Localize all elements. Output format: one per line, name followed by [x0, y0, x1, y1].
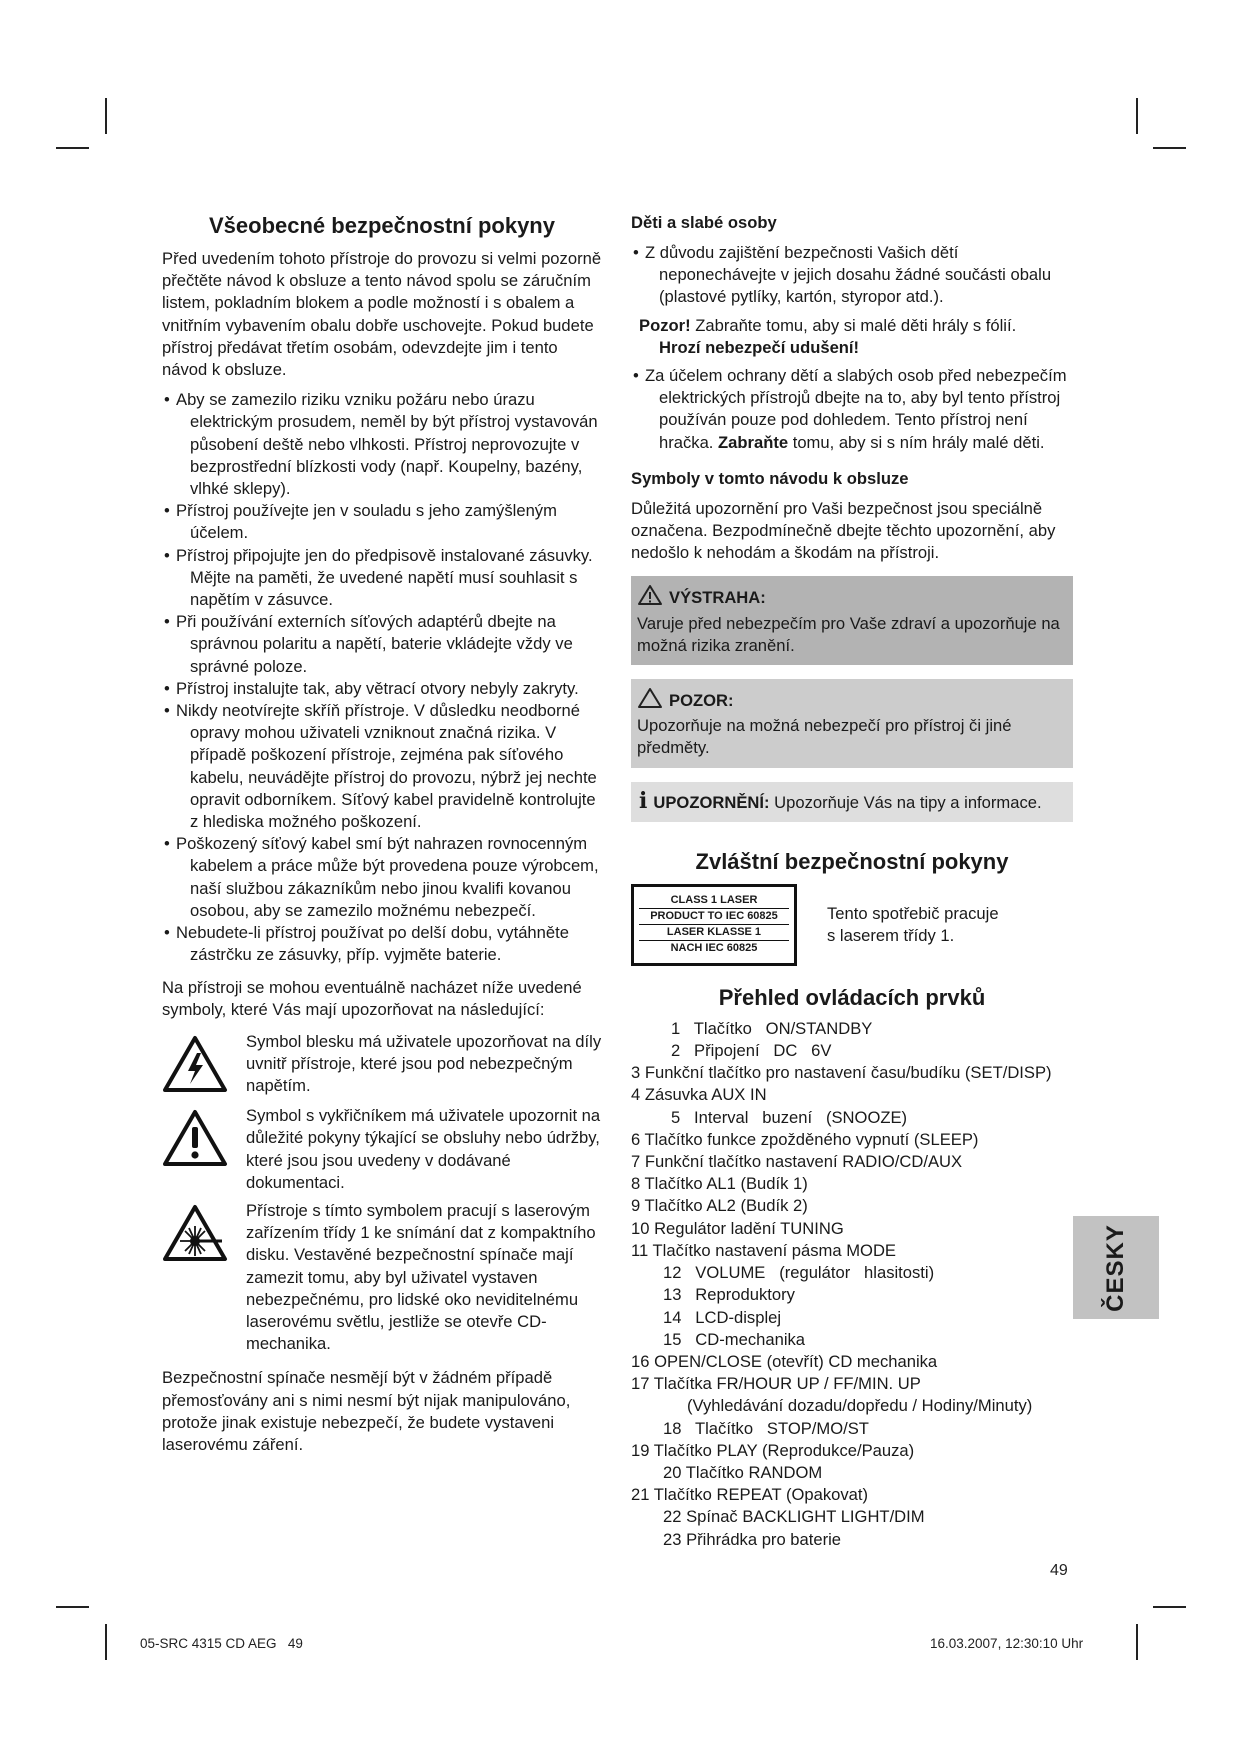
- list-item: • Nebudete-li přístroj používat po delší dobu, vytáhněte zástrčku ze zásuvky, příp. vyjměte baterie.: [162, 922, 602, 966]
- controls-list: [631, 1018, 1073, 1551]
- note-text: Upozorňuje Vás na tipy a informace.: [769, 792, 1042, 812]
- list-item: 16 OPEN/CLOSE (otevřít) CD mechanika: [631, 1351, 938, 1371]
- exclamation-warning-icon: [162, 1109, 232, 1173]
- crop-mark: [56, 1606, 89, 1608]
- pozor-title-row: [637, 687, 1067, 715]
- symbol-row-lightning: [162, 1031, 602, 1099]
- intro-paragraph: Před uvedením tohoto přístroje do provozu si velmi pozorně přečtěte návod k obsluze a tento návod spolu se záručním listem, pokladním blokem a podle možností i s obalem a vnitřním vybavením obalu dobře uschovejte. Pokud budete přístroj předávat třetím osobám, odevzdejte jim i tento návod k obsluze.: [162, 249, 602, 380]
- laser-label-line: CLASS 1 LASER: [639, 893, 789, 909]
- list-item: 20 Tlačítko RANDOM: [663, 1462, 823, 1482]
- safety-bullet-list: [162, 389, 602, 966]
- special-safety-heading: Zvláštní bezpečnostní pokyny: [695, 848, 1009, 874]
- list-item: 1 Tlačítko ON/STANDBY: [671, 1018, 873, 1038]
- list-item: 12 VOLUME (regulátor hlasitosti): [663, 1263, 935, 1283]
- laser-warning-icon: [162, 1204, 232, 1268]
- language-tab-label: ČESKY: [1102, 1223, 1129, 1312]
- symbol-text: Symbol blesku má uživatele upozorňovat na díly uvnitř přístroje, které jsou pod nebezpečným napětím.: [246, 1031, 602, 1096]
- right-column: [631, 212, 1073, 1551]
- crop-mark: [1136, 1624, 1138, 1660]
- symbol-text: Symbol s vykřičníkem má uživatele upozornit na důležité pokyny týkající se obsluhy nebo údržby, které jsou jsou uvedeny v dodávané dokumentaci.: [246, 1106, 601, 1192]
- caution-triangle-icon: [637, 687, 663, 715]
- crop-mark: [1136, 98, 1138, 134]
- list-item: 15 CD-mechanika: [663, 1329, 806, 1349]
- list-item: 2 Připojení DC 6V: [671, 1041, 832, 1061]
- symbols-intro: Na přístroji se mohou eventuálně nacházet níže uvedené symboly, které Vás mají upozorňovat na následující:: [162, 977, 582, 1019]
- children-list: [631, 242, 1073, 309]
- pozor-text: Upozorňuje na možná nebezpečí pro přístroj či jiné předměty.: [637, 716, 1012, 758]
- note-box: [631, 782, 1073, 822]
- lightning-warning-icon: [162, 1035, 232, 1099]
- page-number: 49: [1050, 1562, 1068, 1579]
- bullet-bold: Zabraňte: [718, 432, 789, 452]
- caution-note: [631, 315, 1073, 359]
- laser-section: [631, 884, 1073, 966]
- list-item: 5 Interval buzení (SNOOZE): [671, 1107, 908, 1127]
- symbol-row-exclamation: [162, 1105, 602, 1194]
- list-item: • Aby se zamezilo riziku vzniku požáru nebo úrazu elektrickým prosudem, neměl by být přístroj vystavován působení deště nebo vlhkosti. Přístroj neprovozujte v bezprostřední blízkosti vody (např. Koupelny, bazény, vlhké sklepy).: [162, 389, 602, 500]
- bullet-text: Za účelem ochrany dětí a slabých osob před nebezpečím elektrických přístrojů dbejte na to, aby byl tento přístroj používán pouze pod dohledem. Tento přístroj není hračka.: [645, 366, 1067, 452]
- list-item: 18 Tlačítko STOP/MO/ST: [663, 1418, 869, 1438]
- symbol-row-laser: [162, 1200, 602, 1355]
- language-tab: [1073, 1216, 1159, 1319]
- warning-text: Varuje před nebezpečím pro Vaše zdraví a upozorňuje na možná rizika zranění.: [637, 613, 1060, 655]
- list-item: 6 Tlačítko funkce zpožděného vypnutí (SLEEP): [631, 1129, 979, 1149]
- closing-paragraph: Bezpečnostní spínače nesmějí být v žádném případě přemosťovány ani s nimi nesmí být nijak manipulováno, protože jinak existuje nebezpečí, že budete vystaveni laserovému záření.: [162, 1368, 571, 1454]
- caution-bold: Hrozí nebezpečí udušení!: [659, 337, 860, 357]
- list-item: • Přístroj instalujte tak, aby větrací otvory nebyly zakryty.: [162, 678, 602, 700]
- list-item: • Přístroj používejte jen v souladu s jeho zamýšleným účelem.: [162, 500, 602, 544]
- list-item: 21 Tlačítko REPEAT (Opakovat): [631, 1485, 869, 1505]
- laser-label-line: PRODUCT TO IEC 60825: [639, 909, 789, 925]
- list-item: 9 Tlačítko AL2 (Budík 2): [631, 1196, 808, 1216]
- children-heading: Děti a slabé osoby: [631, 213, 777, 232]
- warning-box: [631, 576, 1073, 665]
- list-item: • Nikdy neotvírejte skříň přístroje. V důsledku neodborné opravy mohou uživateli vzniknout značná rizika. V případě poškození přístroje, zejména pak síťového kabelu, neuvádějte přístroj do provozu, nýbrž jej nechte opravit odborníkem. Síťový kabel pravidelně kontrolujte z hlediska možného poškození.: [162, 700, 602, 833]
- list-item: 14 LCD-displej: [663, 1307, 782, 1327]
- crop-mark: [56, 147, 89, 149]
- list-item: 8 Tlačítko AL1 (Budík 1): [631, 1174, 808, 1194]
- list-item: 17 Tlačítka FR/HOUR UP / FF/MIN. UP: [631, 1374, 921, 1394]
- list-item: [631, 365, 1073, 454]
- list-item: 3 Funkční tlačítko pro nastavení času/budíku (SET/DISP): [631, 1063, 1052, 1083]
- symbol-text: Přístroje s tímto symbolem pracují s laserovým zařízením třídy 1 ke snímání dat z kompaktního disku. Vestavěné bezpečnostní spínače mají zamezit tomu, aby byl uživatel vystaven nebezpečnému, pro lidské oko neviditelnému laserovému světlu, jestliže se otevře CD-mechanika.: [246, 1200, 596, 1354]
- pozor-box: [631, 679, 1073, 768]
- caution-text: Zabraňte tomu, aby si malé děti hrály s fólií.: [690, 315, 1017, 335]
- list-item: 23 Přihrádka pro baterie: [663, 1529, 842, 1549]
- list-item: 13 Reproduktory: [663, 1285, 795, 1305]
- footer-left: 05-SRC 4315 CD AEG 49: [140, 1636, 303, 1651]
- laser-label-line: NACH IEC 60825: [670, 942, 758, 955]
- list-item: • Přístroj připojujte jen do předpisově instalované zásuvky. Mějte na paměti, že uvedené napětí musí souhlasit s napětím v zásuvce.: [162, 545, 602, 612]
- pozor-title: POZOR:: [669, 691, 734, 711]
- warning-title: VÝSTRAHA:: [669, 588, 766, 608]
- bullet-end: tomu, aby si s ním hrály malé děti.: [788, 432, 1045, 452]
- general-safety-heading: Všeobecné bezpečnostní pokyny: [209, 213, 555, 238]
- left-column: [162, 212, 602, 1456]
- list-item: 10 Regulátor ladění TUNING: [631, 1218, 844, 1238]
- list-item: 11 Tlačítko nastavení pásma MODE: [631, 1240, 897, 1260]
- crop-mark: [105, 98, 107, 134]
- list-item: 22 Spínač BACKLIGHT LIGHT/DIM: [663, 1507, 925, 1527]
- laser-text: Tento spotřebič pracuje s laserem třídy 1.: [827, 903, 999, 945]
- symbols-paragraph: Důležitá upozornění pro Vaši bezpečnost jsou speciálně označena. Bezpodmínečně dbejte těchto upozornění, aby nedošlo k nehodám a škodám na přístroji.: [631, 498, 1056, 563]
- controls-heading: Přehled ovládacích prvků: [718, 984, 986, 1010]
- list-item: • Poškozený síťový kabel smí být nahrazen rovnocenným kabelem a práce může být provedena pouze výrobcem, naší službou zákazníkům nebo jinou kvalifi kovanou osobou, aby se zamezilo možnému nebezpečí.: [162, 833, 602, 922]
- list-item: 19 Tlačítko PLAY (Reprodukce/Pauza): [631, 1440, 915, 1460]
- warning-title-row: [637, 584, 1067, 612]
- children-list-2: [631, 365, 1073, 454]
- crop-mark: [1153, 1606, 1186, 1608]
- list-item: 7 Funkční tlačítko nastavení RADIO/CD/AUX: [631, 1152, 963, 1172]
- crop-mark: [1153, 147, 1186, 149]
- symbols-heading: Symboly v tomto návodu k obsluze: [631, 468, 909, 488]
- list-item: 4 Zásuvka AUX IN: [631, 1085, 767, 1105]
- crop-mark: [105, 1624, 107, 1660]
- laser-label-line: LASER KLASSE 1: [639, 925, 789, 941]
- info-icon: i: [639, 787, 648, 814]
- list-item: • Z důvodu zajištění bezpečnosti Vašich dětí neponechávejte v jejich dosahu žádné součásti obalu (plastové pytlíky, kartón, styropor atd.).: [631, 242, 1073, 309]
- caution-label: Pozor!: [639, 315, 691, 335]
- list-item: • Při používání externích síťových adaptérů dbejte na správnou polaritu a napětí, baterie vkládejte vždy ve správné poloze.: [162, 611, 602, 678]
- note-title: UPOZORNĚNÍ:: [653, 792, 770, 812]
- footer-right: 16.03.2007, 12:30:10 Uhr: [930, 1636, 1084, 1651]
- laser-class-label: [631, 884, 797, 966]
- warning-triangle-icon: [637, 584, 663, 612]
- list-item: (Vyhledávání dozadu/dopředu / Hodiny/Minuty): [687, 1396, 1033, 1416]
